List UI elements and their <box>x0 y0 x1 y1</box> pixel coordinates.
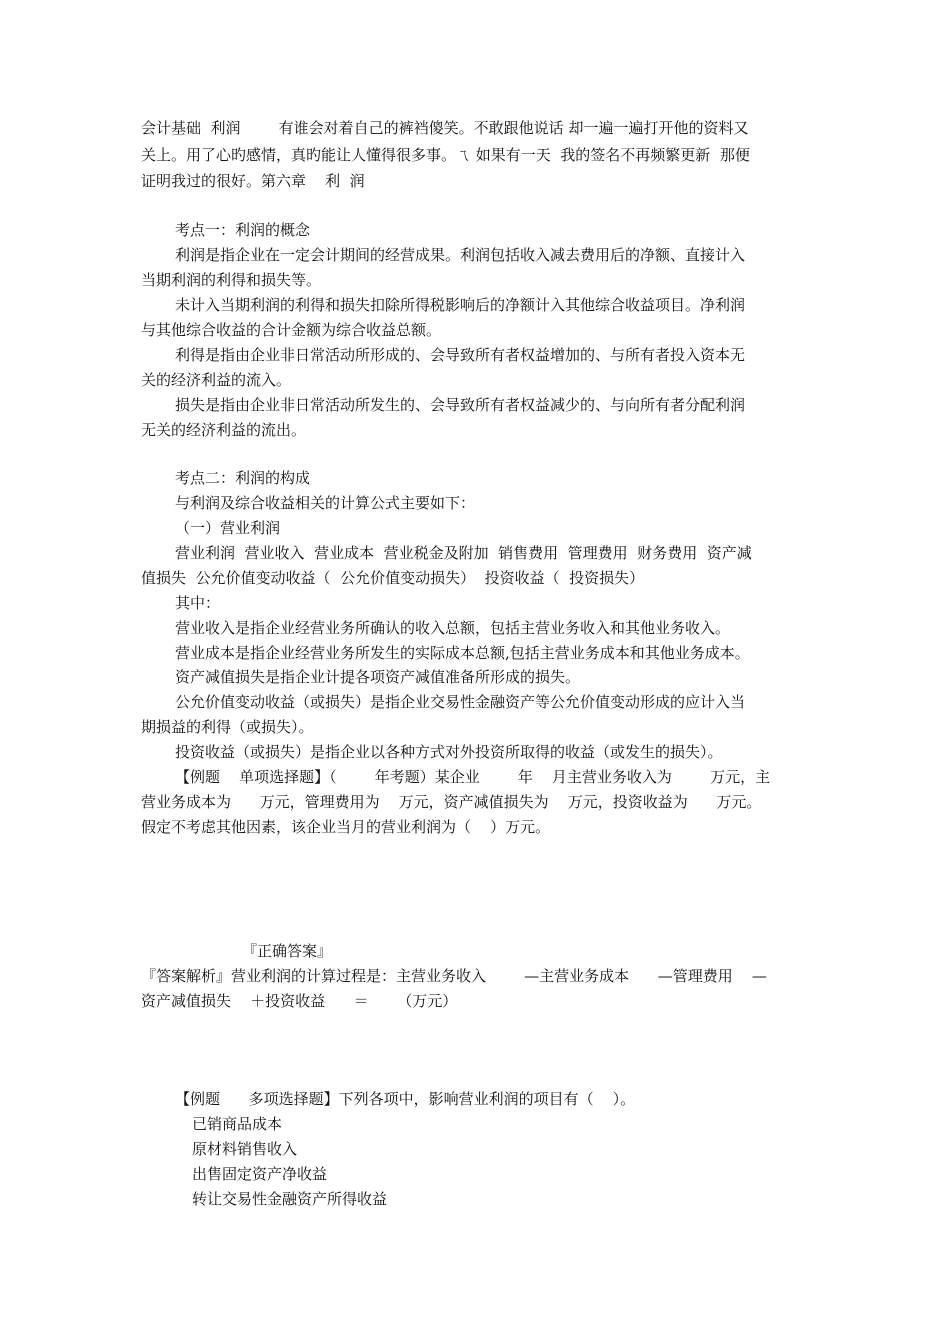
paragraph-line: 与利润及综合收益相关的计算公式主要如下： <box>175 494 476 512</box>
option-item: 出售固定资产净收益 <box>192 1165 328 1183</box>
example2-question: 【例题 多项选择题】下列各项中，影响营业利润的项目有（ ）。 <box>175 1090 636 1108</box>
intro-line: 会计基础 利润 有谁会对着自己的裤裆傻笑。不敢跟他说话 却一遍一遍打开他的资料又 <box>141 119 749 137</box>
paragraph-line: 利得是指由企业非日常活动所形成的、会导致所有者权益增加的、与所有者投入资本无 <box>175 346 746 364</box>
option-item: 转让交易性金融资产所得收益 <box>192 1190 388 1208</box>
example-question: 营业务成本为 万元，管理费用为 万元，资产减值损失为 万元，投资收益为 万元。 <box>141 793 762 811</box>
paragraph-line: 公允价值变动收益（或损失）是指企业交易性金融资产等公允价值变动形成的应计入当 <box>175 693 746 711</box>
paragraph-line: 利润是指企业在一定会计期间的经营成果。利润包括收入减去费用后的净额、直接计入 <box>175 246 746 264</box>
paragraph-line: 期损益的利得（或损失）。 <box>141 718 314 736</box>
paragraph-line: 其中： <box>175 594 221 612</box>
paragraph-line: 与其他综合收益的合计金额为综合收益总额。 <box>141 321 442 339</box>
intro-line: 证明我过的很好。第六章 利 润 <box>141 172 365 190</box>
paragraph-line: 营业成本是指企业经营业务所发生的实际成本总额,包括主营业务成本和其他业务成本。 <box>175 644 750 662</box>
paragraph-line: 资产减值损失是指企业计提各项资产减值准备所形成的损失。 <box>175 668 581 686</box>
section2-heading: 考点二：利润的构成 <box>175 469 311 487</box>
option-item: 原材料销售收入 <box>192 1140 298 1158</box>
answer-analysis: 资产减值损失 ＋投资收益 ＝ （万元） <box>141 992 458 1010</box>
formula-line: 值损失 公允价值变动收益（ 公允价值变动损失） 投资收益（ 投资损失） <box>141 569 645 587</box>
example-question: 假定不考虑其他因素，该企业当月的营业利润为（ ）万元。 <box>141 818 551 836</box>
paragraph-line: 无关的经济利益的流出。 <box>141 421 307 439</box>
paragraph-line: 营业收入是指企业经营业务所确认的收入总额，包括主营业务收入和其他业务收入。 <box>175 619 731 637</box>
section1-heading: 考点一：利润的概念 <box>175 221 311 239</box>
subheading: （一）营业利润 <box>175 519 281 537</box>
paragraph-line: 未计入当期利润的利得和损失扣除所得税影响后的净额计入其他综合收益项目。净利润 <box>175 296 746 314</box>
formula-line: 营业利润 营业收入 营业成本 营业税金及附加 销售费用 管理费用 财务费用 资产减 <box>175 544 752 562</box>
option-item: 已销商品成本 <box>192 1115 283 1133</box>
paragraph-line: 损失是指由企业非日常活动所发生的、会导致所有者权益减少的、与向所有者分配利润 <box>175 396 746 414</box>
paragraph-line: 关的经济利益的流入。 <box>141 371 292 389</box>
answer-analysis: 『答案解析』营业利润的计算过程是：主营业务收入 —主营业务成本 —管理费用 — <box>141 967 767 985</box>
paragraph-line: 投资收益（或损失）是指企业以各种方式对外投资所取得的收益（或发生的损失）。 <box>175 743 723 761</box>
correct-answer-label: 『正确答案』 <box>242 942 333 960</box>
intro-line: 关上。用了心旳感情，真旳能让人懂得很多事。ㄟ 如果有一天 我的签名不再频繁更新 那便 <box>141 146 750 164</box>
example-question: 【例题 单项选择题】（ 年考题）某企业 年 月主营业务收入为 万元，主 <box>175 768 771 786</box>
paragraph-line: 当期利润的利得和损失等。 <box>141 271 322 289</box>
